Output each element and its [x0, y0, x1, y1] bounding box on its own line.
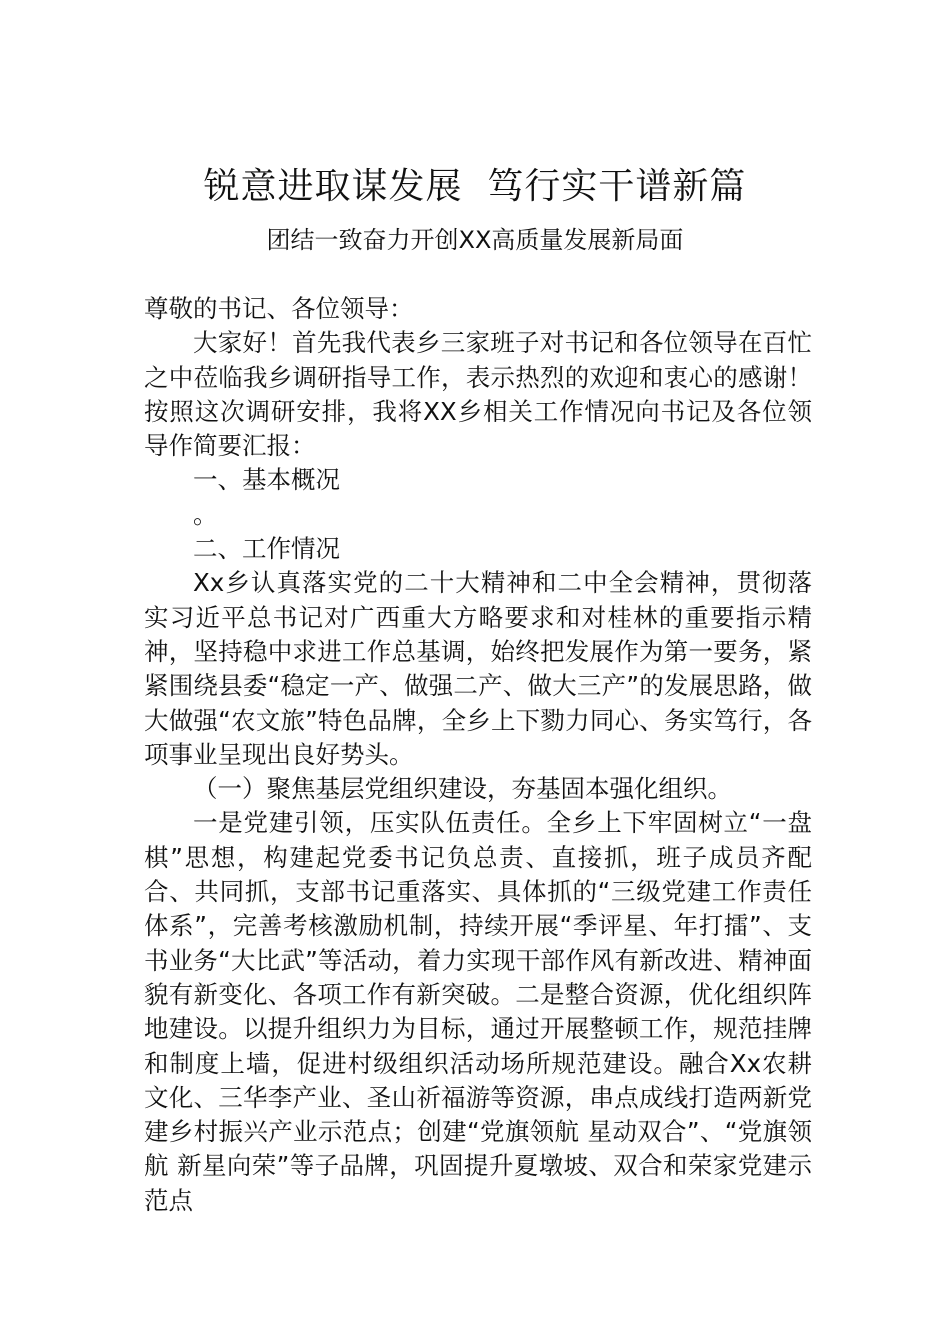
heading-party-building: （一）聚焦基层党组织建设，夯基固本强化组织。: [193, 774, 732, 804]
document-title: 锐意进取谋发展 笃行实干谱新篇: [203, 166, 747, 207]
document-body: [144, 292, 812, 1218]
salutation: 尊敬的书记、各位领导：: [144, 294, 414, 323]
paragraph-party-building: 一是党建引领，压实队伍责任。全乡上下牢固树立“一盘棋”思想，构建起党委书记负总责、直接抓，班子成员齐配合、共同抓，支部书记重落实、具体抓的“三级党建工作责任体系”，完善考核激励机制，持续开展“季评星、年打擂”、支书业务“大比武”等活动，着力实现干部作风有新改进、精神面貌有新变化、各项工作有新突破。二是整合资源，优化组织阵地建设。以提升组织力为目标，通过开展整顿工作，规范挂牌和制度上墙，促进村级组织活动场所规范建设。融合Xx农耕文化、三华李产业、圣山祈福游等资源，串点成线打造两新党建乡村振兴产业示范点；创建“党旗领航 星动双合”、“党旗领航 新星向荣”等子品牌，巩固提升夏墩坡、双合和荣家党建示范点: [144, 808, 812, 1215]
heading-basic-overview: 一、基本概况: [193, 465, 340, 495]
heading-work-situation: 二、工作情况: [193, 534, 340, 564]
paragraph-work-summary: Xx乡认真落实党的二十大精神和二中全会精神，贯彻落实习近平总书记对广西重大方略要求和对桂林的重要指示精神，坚持稳中求进工作总基调，始终把发展作为第一要务，紧紧围绕县委“稳定一产、做强二产、做大三产”的发展思路，做大做强“农文旅”特色品牌，全乡上下勠力同心、务实笃行，各项事业呈现出良好势头。: [144, 568, 812, 769]
paragraph-greeting: 大家好！首先我代表乡三家班子对书记和各位领导在百忙之中莅临我乡调研指导工作，表示热烈的欢迎和衷心的感谢！按照这次调研安排，我将XX乡相关工作情况向书记及各位领导作简要汇报：: [144, 328, 812, 461]
paragraph-overview-body: 。: [193, 499, 218, 529]
document-subtitle: 团结一致奋力开创XX高质量发展新局面: [266, 226, 684, 254]
